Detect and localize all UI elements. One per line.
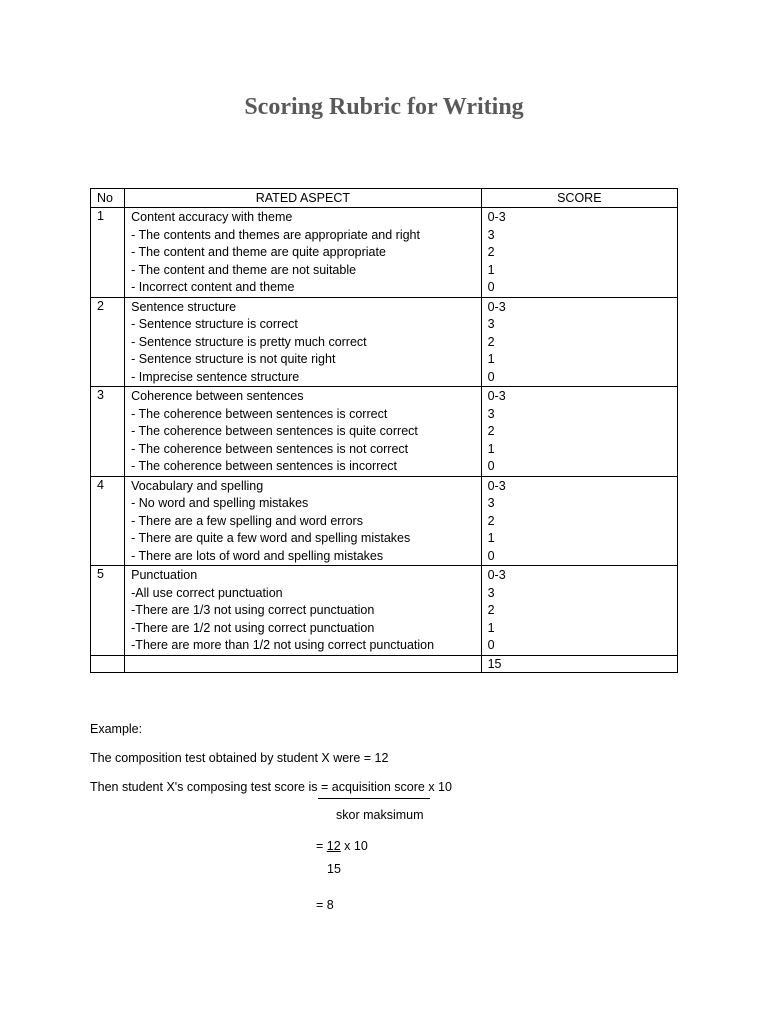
score-line: 0: [487, 548, 495, 563]
total-aspect-cell: [125, 655, 481, 672]
table-row: [91, 476, 678, 566]
score-line: 2: [487, 424, 495, 438]
aspect-line: - The coherence between sentences is not correct: [131, 441, 409, 456]
aspect-line: - The content and theme are not suitable: [131, 262, 357, 277]
score-line: 3: [487, 406, 495, 421]
calc-result: = 8: [316, 898, 334, 912]
aspect-cell: [125, 297, 481, 387]
table-row: [91, 387, 678, 477]
aspect-line: Coherence between sentences: [131, 389, 304, 403]
formula-numerator: acquisition score: [331, 780, 425, 794]
score-line: 1: [487, 620, 495, 635]
aspect-line: Content accuracy with theme: [131, 210, 293, 224]
aspect-cell: [125, 387, 481, 477]
aspect-line: -All use correct punctuation: [131, 585, 283, 600]
score-line: 0: [487, 638, 495, 652]
score-cell: [481, 476, 677, 566]
calc-suffix: x 10: [340, 839, 368, 853]
aspect-line: - Sentence structure is correct: [131, 317, 298, 331]
calc-prefix: =: [316, 839, 327, 853]
table-header-row: [91, 189, 678, 208]
aspect-line: - Incorrect content and theme: [131, 280, 295, 294]
score-line: 3: [487, 496, 495, 510]
score-line: 2: [487, 513, 495, 528]
aspect-line: Sentence structure: [131, 299, 237, 314]
aspect-line: - No word and spelling mistakes: [131, 496, 309, 510]
aspect-line: - There are quite a few word and spelling mistakes: [131, 531, 411, 545]
aspect-line: Punctuation: [131, 568, 198, 582]
score-line: 0-3: [487, 299, 506, 314]
formula-suffix: x 10: [424, 780, 452, 794]
header-score: SCORE: [481, 189, 677, 208]
aspect-line: - Sentence structure is not quite right: [131, 352, 336, 366]
score-line: 0: [487, 280, 495, 294]
total-no-cell: [91, 655, 125, 672]
total-row: [91, 655, 678, 672]
calc-denominator: 15: [327, 862, 341, 876]
aspect-line: - The contents and themes are appropriate and right: [131, 227, 420, 242]
example-line-2: [90, 780, 452, 794]
formula-prefix: Then student X's composing test score is =: [90, 780, 332, 794]
aspect-cell: [125, 566, 481, 656]
score-line: 3: [487, 227, 495, 242]
header-no: No: [91, 189, 125, 208]
score-line: 3: [487, 317, 495, 331]
aspect-cell: [125, 476, 481, 566]
aspect-line: -There are more than 1/2 not using correct punctuation: [131, 638, 435, 652]
aspect-line: - The content and theme are quite appropriate: [131, 245, 386, 259]
row-number: 1: [91, 208, 125, 298]
aspect-line: - Sentence structure is pretty much correct: [131, 334, 367, 349]
score-line: 2: [487, 603, 495, 617]
table-row: [91, 208, 678, 298]
rubric-table: [90, 188, 678, 673]
score-line: 0: [487, 459, 495, 473]
row-number: 2: [91, 297, 125, 387]
score-line: 0-3: [487, 210, 506, 224]
aspect-line: - There are a few spelling and word errors: [131, 513, 363, 528]
row-number: 5: [91, 566, 125, 656]
table-row: [91, 566, 678, 656]
score-cell: [481, 297, 677, 387]
aspect-line: - The coherence between sentences is incorrect: [131, 459, 398, 473]
score-line: 0: [487, 369, 495, 384]
aspect-line: - The coherence between sentences is correct: [131, 406, 388, 421]
aspect-cell: [125, 208, 481, 298]
aspect-line: - There are lots of word and spelling mistakes: [131, 548, 384, 563]
score-line: 1: [487, 441, 495, 456]
aspect-line: - Imprecise sentence structure: [131, 369, 300, 384]
page-title: Scoring Rubric for Writing: [244, 94, 524, 120]
total-score: 15: [481, 655, 677, 672]
header-rated-aspect: RATED ASPECT: [125, 189, 481, 208]
example-line-1: The composition test obtained by student X were = 12: [90, 751, 389, 765]
fraction-bar: [318, 798, 430, 799]
score-line: 3: [487, 585, 495, 600]
score-cell: [481, 208, 677, 298]
score-line: 0-3: [487, 568, 506, 582]
score-line: 2: [487, 245, 495, 259]
example-heading: Example:: [90, 722, 143, 736]
row-number: 3: [91, 387, 125, 477]
score-cell: [481, 387, 677, 477]
score-line: 1: [487, 352, 495, 366]
calc-line: [316, 839, 368, 853]
calc-numerator: 12: [326, 839, 341, 853]
score-line: 2: [487, 334, 495, 349]
score-cell: [481, 566, 677, 656]
score-line: 0-3: [487, 478, 506, 493]
score-line: 1: [487, 531, 495, 545]
table-row: [91, 297, 678, 387]
aspect-line: -There are 1/3 not using correct punctuation: [131, 603, 375, 617]
score-line: 0-3: [487, 389, 506, 403]
aspect-line: Vocabulary and spelling: [131, 478, 264, 493]
formula-denominator: skor maksimum: [336, 808, 424, 822]
score-line: 1: [487, 262, 495, 277]
aspect-line: - The coherence between sentences is quite correct: [131, 424, 418, 438]
aspect-line: -There are 1/2 not using correct punctuation: [131, 620, 375, 635]
row-number: 4: [91, 476, 125, 566]
